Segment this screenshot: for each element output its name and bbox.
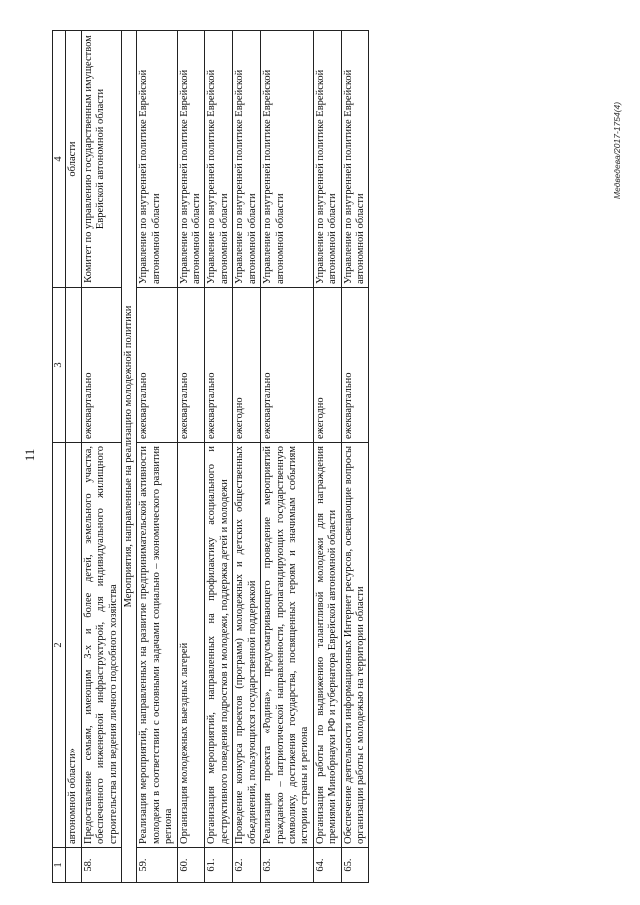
row-number: 58.	[81, 848, 121, 883]
row-number: 63.	[261, 848, 314, 883]
row-responsible: Управление по внутренней политике Еврейской автономной области	[177, 31, 205, 288]
table-row	[137, 31, 177, 883]
continuation-responsible: области	[66, 31, 81, 288]
row-period: ежегодно	[313, 288, 341, 443]
row-measure: Проведение конкурса проектов (программ) молодежных и детских общественных объединений, пользующихся государственной поддержкой	[233, 443, 261, 848]
table-row	[177, 31, 205, 883]
row-measure: Реализация мероприятий, направленных на развитие предпринимательской активности молодежи в соответствии с основными задачами социально – экономического развития региона	[137, 443, 177, 848]
row-number: 65.	[341, 848, 369, 883]
header-col-3: 3	[53, 288, 66, 443]
table-row	[81, 31, 121, 883]
row-responsible: Управление по внутренней политике Еврейской автономной области	[205, 31, 233, 288]
header-col-2: 2	[53, 443, 66, 848]
row-measure: Обеспечение деятельности информационных Интернет ресурсов, освещающие вопросы организации работы с молодежью на территории области	[341, 443, 369, 848]
row-number: 59.	[137, 848, 177, 883]
row-responsible: Управление по внутренней политике Еврейской автономной области	[233, 31, 261, 288]
row-responsible: Управление по внутренней политике Еврейской автономной области	[313, 31, 341, 288]
row-number: 64.	[313, 848, 341, 883]
row-measure: Организация молодежных выездных лагерей	[177, 443, 205, 848]
table-body	[53, 31, 369, 883]
page-number: 11	[22, 448, 37, 462]
document-stamp: Медведева/2017-1754(4)	[612, 101, 622, 199]
table-row	[341, 31, 369, 883]
row-period: ежеквартально	[177, 288, 205, 443]
row-responsible: Управление по внутренней политике Еврейской автономной области	[341, 31, 369, 288]
row-responsible: Управление по внутренней политике Еврейской автономной области	[261, 31, 314, 288]
continuation-row	[66, 31, 81, 883]
row-period: ежеквартально	[205, 288, 233, 443]
table-row	[205, 31, 233, 883]
row-period: ежеквартально	[81, 288, 121, 443]
header-col-4: 4	[53, 31, 66, 288]
section-heading: Мероприятия, направленные на реализацию молодежной политики	[122, 31, 137, 883]
row-number: 62.	[233, 848, 261, 883]
continuation-text: автономной области»	[66, 443, 81, 848]
row-number: 61.	[205, 848, 233, 883]
row-responsible: Комитет по управлению государственным имуществом Еврейской автономной области	[81, 31, 121, 288]
row-responsible: Управление по внутренней политике Еврейской автономной области	[137, 31, 177, 288]
row-number: 60.	[177, 848, 205, 883]
row-measure: Организация мероприятий, направленных на профилактику асоциального и деструктивного поведения подростков и молодежи, поддержка детей и молодежи	[205, 443, 233, 848]
row-period: ежеквартально	[137, 288, 177, 443]
row-measure: Предоставление семьям, имеющим 3-х и более детей, земельного участка, обеспеченного инженерной инфраструктурой, для индивидуального жилищного строительства или ведения личного подсобного хозяйства	[81, 443, 121, 848]
row-measure: Организация работы по выдвижению талантливой молодежи для награждения премиями Минобрнауки РФ и губернатора Еврейской автономной области	[313, 443, 341, 848]
row-period: ежеквартально	[341, 288, 369, 443]
table-row	[313, 31, 341, 883]
section-heading-row	[122, 31, 137, 883]
row-measure: Реализация проекта «Родина», предусматривающего проведение мероприятий гражданско – патриотической направленности, пропагандирующих государственную символику, достижения государства, посвященных героям и значимым событиям истории страны и региона	[261, 443, 314, 848]
table-row	[261, 31, 314, 883]
table-header-row	[53, 31, 66, 883]
header-col-1: 1	[53, 848, 66, 883]
row-period: ежегодно	[233, 288, 261, 443]
row-period: ежеквартально	[261, 288, 314, 443]
measures-table	[52, 30, 369, 883]
table-row	[233, 31, 261, 883]
